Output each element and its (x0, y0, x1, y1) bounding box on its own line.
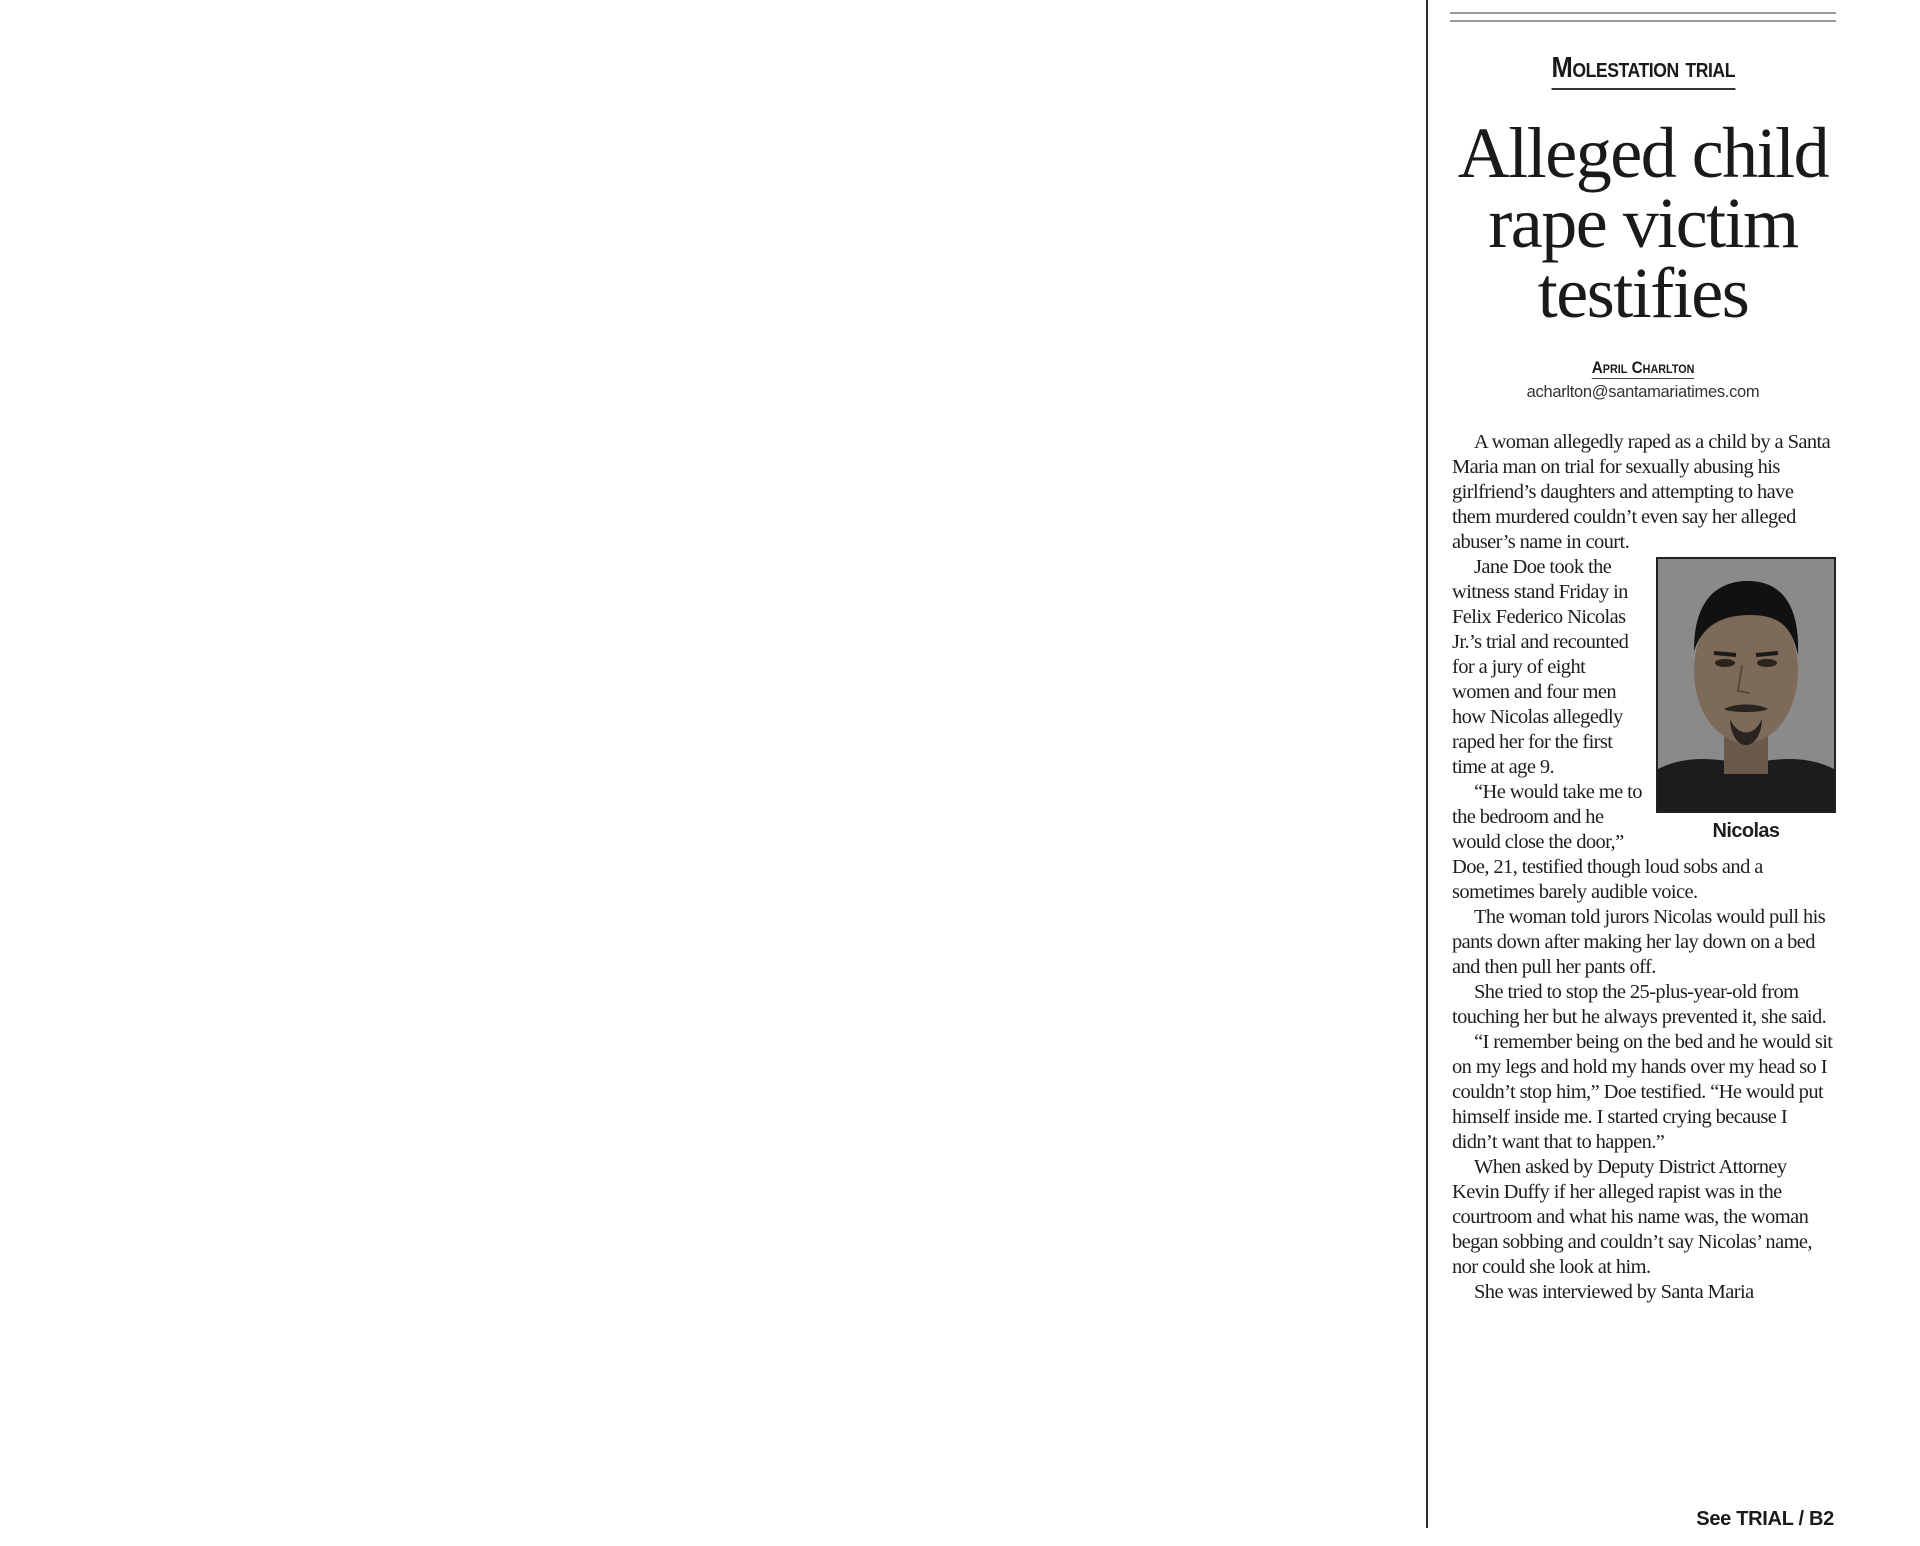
paragraph-6: “I remember being on the bed and he would sit on my legs and hold my hands over my head so I couldn’t stop him,” Doe testified. “He would put himself inside me. I started crying because I didn’t want that to happen.” (1452, 1031, 1833, 1153)
kicker (1450, 52, 1836, 90)
paragraph-5: She tried to stop the 25-plus-year-old from touching her but he always prevented it, she said. (1452, 981, 1827, 1028)
paragraph-2: Jane Doe took the witness stand Friday in Felix Federico Nicolas Jr.’s trial and recounted for a jury of eight women and four men how Nicolas allegedly raped her for the first time at age 9. (1452, 556, 1629, 778)
photo-box (1656, 557, 1836, 844)
headline: Alleged child rape victim testifies (1457, 113, 1829, 333)
kicker-label: Molestation trial (1551, 52, 1734, 90)
paragraph-8: She was interviewed by Santa Maria (1474, 1281, 1754, 1303)
byline (1450, 358, 1836, 402)
paragraph-7: When asked by Deputy District Attorney Kevin Duffy if her alleged rapist was in the courtroom and what his name was, the woman began sobbing and couldn’t say Nicolas’ name, nor could she look at him. (1452, 1156, 1812, 1278)
column-rule (1426, 0, 1428, 1528)
photo-caption: Nicolas (1712, 820, 1780, 842)
byline-author: April Charlton (1591, 358, 1695, 377)
mugshot-photo (1656, 557, 1836, 813)
byline-email: acharlton@santamariatimes.com (1526, 383, 1760, 401)
article (1450, 0, 1836, 1546)
top-double-rule (1450, 12, 1836, 22)
paragraph-4: The woman told jurors Nicolas would pull his pants down after making her lay down on a bed and then pull her pants off. (1452, 906, 1826, 978)
paragraph-1: A woman allegedly raped as a child by a Santa Maria man on trial for sexually abusing his girlfriend’s daughters and attempting to have them murdered couldn’t even say her alleged abuser’s name in court. (1452, 431, 1831, 553)
paragraph-3: “He would take me to the bedroom and he would close the door,” Doe, 21, testified though loud sobs and a sometimes barely audible voice. (1452, 781, 1763, 903)
article-body (1452, 430, 1836, 1305)
jump-line[interactable]: See TRIAL / B2 (1696, 1508, 1834, 1530)
